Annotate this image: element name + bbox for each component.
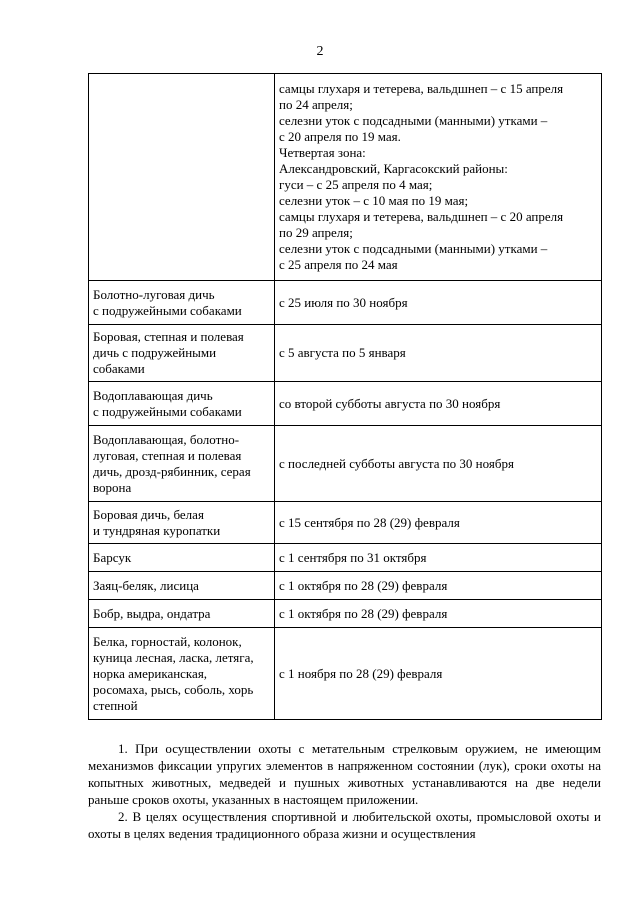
- game-cell: [89, 281, 275, 325]
- period-cell: со второй субботы августа по 30 ноября: [275, 382, 602, 426]
- period-line: селезни уток – с 10 мая по 19 мая;: [279, 193, 469, 208]
- period-line: по 29 апреля;: [279, 225, 353, 240]
- game-line: с подружейными собаками: [93, 403, 242, 419]
- table-row: [89, 382, 602, 426]
- game-line: дичь, дрозд-рябинник, серая: [93, 463, 251, 479]
- table-row: [89, 572, 602, 600]
- period-line: селезни уток с подсадными (манными) утками –: [279, 113, 548, 128]
- period-line: по 24 апреля;: [279, 97, 353, 112]
- game-line: Болотно-луговая дичь: [93, 286, 215, 302]
- period-line: Четвертая зона:: [279, 145, 366, 160]
- period-cell: с 1 октября по 28 (29) февраля: [275, 572, 602, 600]
- game-line: дичь с подружейными: [93, 345, 217, 360]
- game-cell: [89, 382, 275, 426]
- game-cell-empty: [89, 74, 275, 281]
- game-line: степной: [93, 697, 138, 713]
- game-cell: [89, 426, 275, 502]
- game-line: и тундряная куропатки: [93, 522, 221, 538]
- page-number: 2: [316, 44, 324, 59]
- game-line: Барсук: [93, 549, 132, 565]
- period-line: гуси – с 25 апреля по 4 мая;: [279, 177, 433, 192]
- table-row: [89, 281, 602, 325]
- paragraph: 2. В целях осуществления спортивной и любительской охоты, промысловой охоты и охоты в целях ведения традиционного образа жизни и осуществления: [88, 809, 601, 841]
- period-cell: с 5 августа по 5 января: [275, 325, 602, 382]
- period-line: с 25 апреля по 24 мая: [279, 257, 398, 272]
- game-line: луговая, степная и полевая: [93, 447, 242, 463]
- period-cell: с 1 сентября по 31 октября: [275, 544, 602, 572]
- period-cell: с 1 октября по 28 (29) февраля: [275, 600, 602, 628]
- game-line: ворона: [93, 479, 132, 495]
- game-line: Водоплавающая, болотно-: [93, 431, 240, 447]
- table-row: [89, 426, 602, 502]
- game-line: собаками: [93, 361, 145, 376]
- game-cell: [89, 628, 275, 720]
- game-line: Заяц-беляк, лисица: [93, 577, 199, 593]
- game-cell: [89, 502, 275, 544]
- game-line: с подружейными собаками: [93, 302, 242, 318]
- table-row: [89, 600, 602, 628]
- period-cell: с 1 ноября по 28 (29) февраля: [275, 628, 602, 720]
- game-line: росомаха, рысь, соболь, хорь: [93, 681, 254, 697]
- period-line: Александровский, Каргасокский районы:: [279, 161, 508, 176]
- game-line: Боровая, степная и полевая: [93, 329, 244, 344]
- period-line: самцы глухаря и тетерева, вальдшнеп – с 15 апреля: [279, 81, 564, 96]
- game-line: Боровая дичь, белая: [93, 506, 204, 522]
- paragraph: 1. При осуществлении охоты с метательным стрелковым оружием, не имеющим механизмов фиксации упругих элементов в напряженном состоянии (лук), сроки охоты на копытных животных, медведей и пушных животных устанавливаются на две недели раньше сроков охоты, указанных в настоящем приложении.: [88, 741, 601, 807]
- game-line: Бобр, выдра, ондатра: [93, 605, 211, 621]
- game-line: норка американская,: [93, 665, 208, 681]
- period-cell: с 25 июля по 30 ноября: [275, 281, 602, 325]
- period-cell-continuation: [275, 74, 602, 281]
- table-row: [89, 544, 602, 572]
- period-cell: с 15 сентября по 28 (29) февраля: [275, 502, 602, 544]
- game-cell: [89, 544, 275, 572]
- table-row-continuation: [89, 74, 602, 281]
- period-line: селезни уток с подсадными (манными) утками –: [279, 241, 548, 256]
- table-row: [89, 502, 602, 544]
- body-text: [88, 740, 601, 842]
- period-line: самцы глухаря и тетерева, вальдшнеп – с 20 апреля: [279, 209, 564, 224]
- game-cell: [89, 600, 275, 628]
- table-row: [89, 325, 602, 382]
- game-cell: [89, 572, 275, 600]
- period-cell: с последней субботы августа по 30 ноября: [275, 426, 602, 502]
- game-line: Водоплавающая дичь: [93, 387, 213, 403]
- game-cell: [89, 325, 275, 382]
- table-row: [89, 628, 602, 720]
- period-line: с 20 апреля по 19 мая.: [279, 129, 401, 144]
- game-line: Белка, горностай, колонок,: [93, 633, 242, 649]
- hunting-seasons-table: [88, 73, 602, 720]
- game-line: куница лесная, ласка, летяга,: [93, 649, 254, 665]
